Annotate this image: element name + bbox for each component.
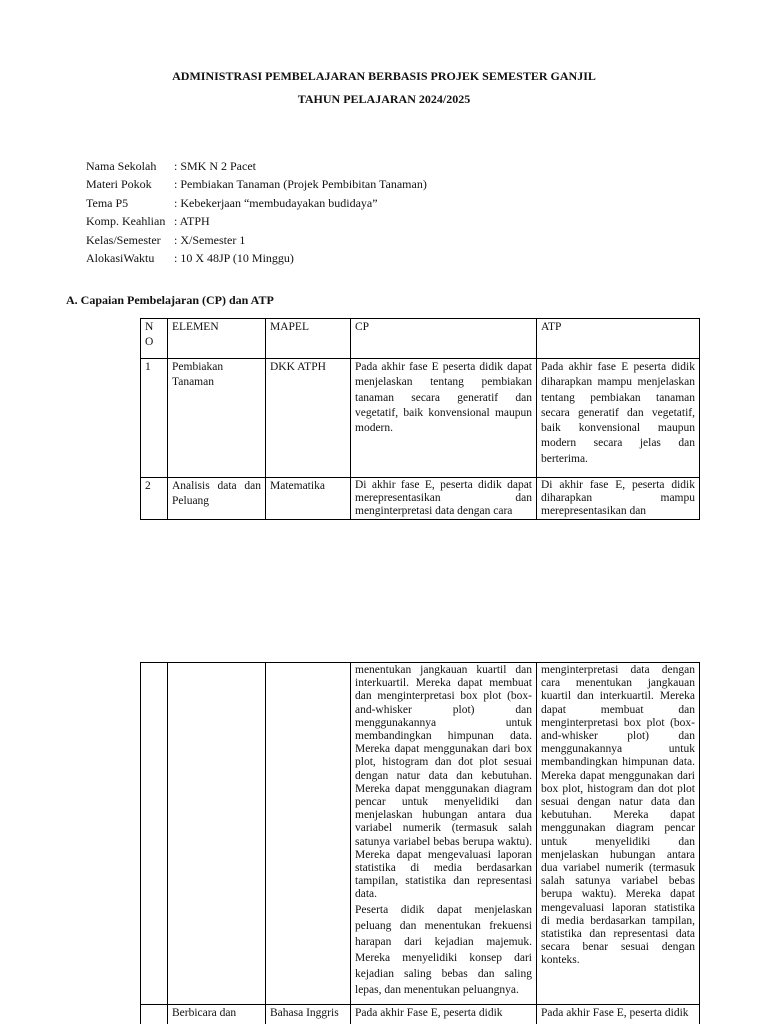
info-value: : X/Semester 1 bbox=[174, 232, 246, 247]
info-label: Komp. Keahlian bbox=[86, 214, 166, 229]
info-label: Materi Pokok bbox=[86, 177, 152, 192]
school-info bbox=[86, 157, 427, 267]
table-row bbox=[141, 359, 700, 478]
cell-mapel bbox=[266, 663, 351, 1005]
cell-no bbox=[141, 663, 168, 1005]
info-label: Nama Sekolah bbox=[86, 159, 157, 173]
info-value: : SMK N 2 Pacet bbox=[174, 159, 256, 173]
document-subtitle: TAHUN PELAJARAN 2024/2025 bbox=[297, 92, 471, 106]
cell-elemen: Berbicara dan bbox=[168, 1005, 266, 1024]
table-row bbox=[141, 478, 700, 520]
info-label: AlokasiWaktu bbox=[86, 250, 155, 265]
header-no: N O bbox=[141, 319, 168, 359]
cell-mapel: DKK ATPH bbox=[266, 359, 351, 478]
cell-cp bbox=[351, 663, 537, 1005]
cell-mapel: Matematika bbox=[266, 478, 351, 520]
info-row-topic bbox=[86, 175, 427, 193]
document-title: ADMINISTRASI PEMBELAJARAN BERBASIS PROJEK SEMESTER GANJIL bbox=[172, 69, 596, 83]
info-value: : Kebekerjaan “membudayakan budidaya” bbox=[174, 195, 378, 210]
cell-cp: Di akhir fase E, peserta didik dapat merepresentasikan dan menginterpretasi data dengan cara bbox=[351, 478, 537, 520]
cp-atp-table bbox=[140, 318, 700, 520]
cell-no: 1 bbox=[141, 359, 168, 478]
header-elemen: ELEMEN bbox=[168, 319, 266, 359]
info-value: : ATPH bbox=[174, 214, 210, 229]
table-header-row bbox=[141, 319, 700, 359]
cell-atp: menginterpretasi data dengan cara menentukan jangkauan kuartil dan interkuartil. Mereka dapat membuat dan menginterpretasi box plot (box-and-whisker plot) dan menggunakannya untuk membandingkan himpunan data. Mereka dapat menggunakan dari box plot, histogram dan dot plot sesuai dengan natur data dan kebutuhan. Mereka dapat menggunakan diagram pencar untuk menyelidiki dan menjelaskan hubungan antara dua variabel numerik (termasuk salah satunya variabel bebas berupa waktu). Mereka dapat mengevaluasi laporan statistika di media berdasarkan tampilan, statistika dan representasi data secara benar sesuai dengan konteks. bbox=[537, 663, 700, 1005]
header-atp: ATP bbox=[537, 319, 700, 359]
table-row bbox=[141, 1005, 700, 1024]
info-row-theme bbox=[86, 194, 427, 212]
info-row-class bbox=[86, 231, 427, 249]
cell-cp: Pada akhir Fase E, peserta didik bbox=[351, 1005, 537, 1024]
cp-paragraph: Peserta didik dapat menjelaskan peluang dan menentukan frekuensi harapan dari kejadian majemuk. Mereka menyelidiki konsep dari kejadian saling bebas dan saling lepas, dan menentukan peluangnya. bbox=[355, 903, 532, 996]
cp-paragraph: menentukan jangkauan kuartil dan interkuartil. Mereka dapat membuat dan menginterpretasi box plot (box-and-whisker plot) dan menggunakannya untuk membandingkan himpunan data. Mereka dapat menggunakan dari box plot, histogram dan dot plot sesuai dengan natur data dan kebutuhan. Mereka dapat menggunakan diagram pencar untuk menyelidiki dan menjelaskan hubungan antara dua variabel numerik (termasuk salah satunya variabel bebas berupa waktu). Mereka dapat mengevaluasi laporan statistika di media berdasarkan tampilan, statistika dan representasi data. bbox=[355, 664, 532, 901]
cell-elemen: Pembiakan Tanaman bbox=[168, 359, 266, 478]
info-row-competency bbox=[86, 212, 427, 230]
info-row-school bbox=[86, 157, 427, 175]
cell-elemen: Analisis data dan Peluang bbox=[168, 478, 266, 520]
info-value: : Pembiakan Tanaman (Projek Pembibitan Tanaman) bbox=[174, 177, 427, 192]
info-value: : 10 X 48JP (10 Minggu) bbox=[174, 250, 294, 265]
table-row bbox=[141, 663, 700, 1005]
info-row-time bbox=[86, 249, 427, 267]
cell-no: 2 bbox=[141, 478, 168, 520]
header-cp: CP bbox=[351, 319, 537, 359]
section-heading-a: A. Capaian Pembelajaran (CP) dan ATP bbox=[66, 293, 274, 307]
info-label: Kelas/Semester bbox=[86, 232, 161, 247]
cell-elemen bbox=[168, 663, 266, 1005]
cp-atp-table-continued bbox=[140, 662, 700, 1024]
cell-no bbox=[141, 1005, 168, 1024]
cell-atp: Di akhir fase E, peserta didik diharapkan mampu merepresentasikan dan bbox=[537, 478, 700, 520]
cell-atp: Pada akhir Fase E, peserta didik bbox=[537, 1005, 700, 1024]
cell-cp: Pada akhir fase E peserta didik dapat menjelaskan tentang pembiakan tanaman secara generatif dan vegetatif, baik konvensional maupun modern. bbox=[351, 359, 537, 478]
info-label: Tema P5 bbox=[86, 195, 129, 210]
cell-mapel: Bahasa Inggris bbox=[266, 1005, 351, 1024]
header-mapel: MAPEL bbox=[266, 319, 351, 359]
cell-atp: Pada akhir fase E peserta didik diharapkan mampu menjelaskan tentang pembiakan tanaman secara generatif dan vegetatif, baik konvensional maupun modern secara jelas dan berterima. bbox=[537, 359, 700, 478]
